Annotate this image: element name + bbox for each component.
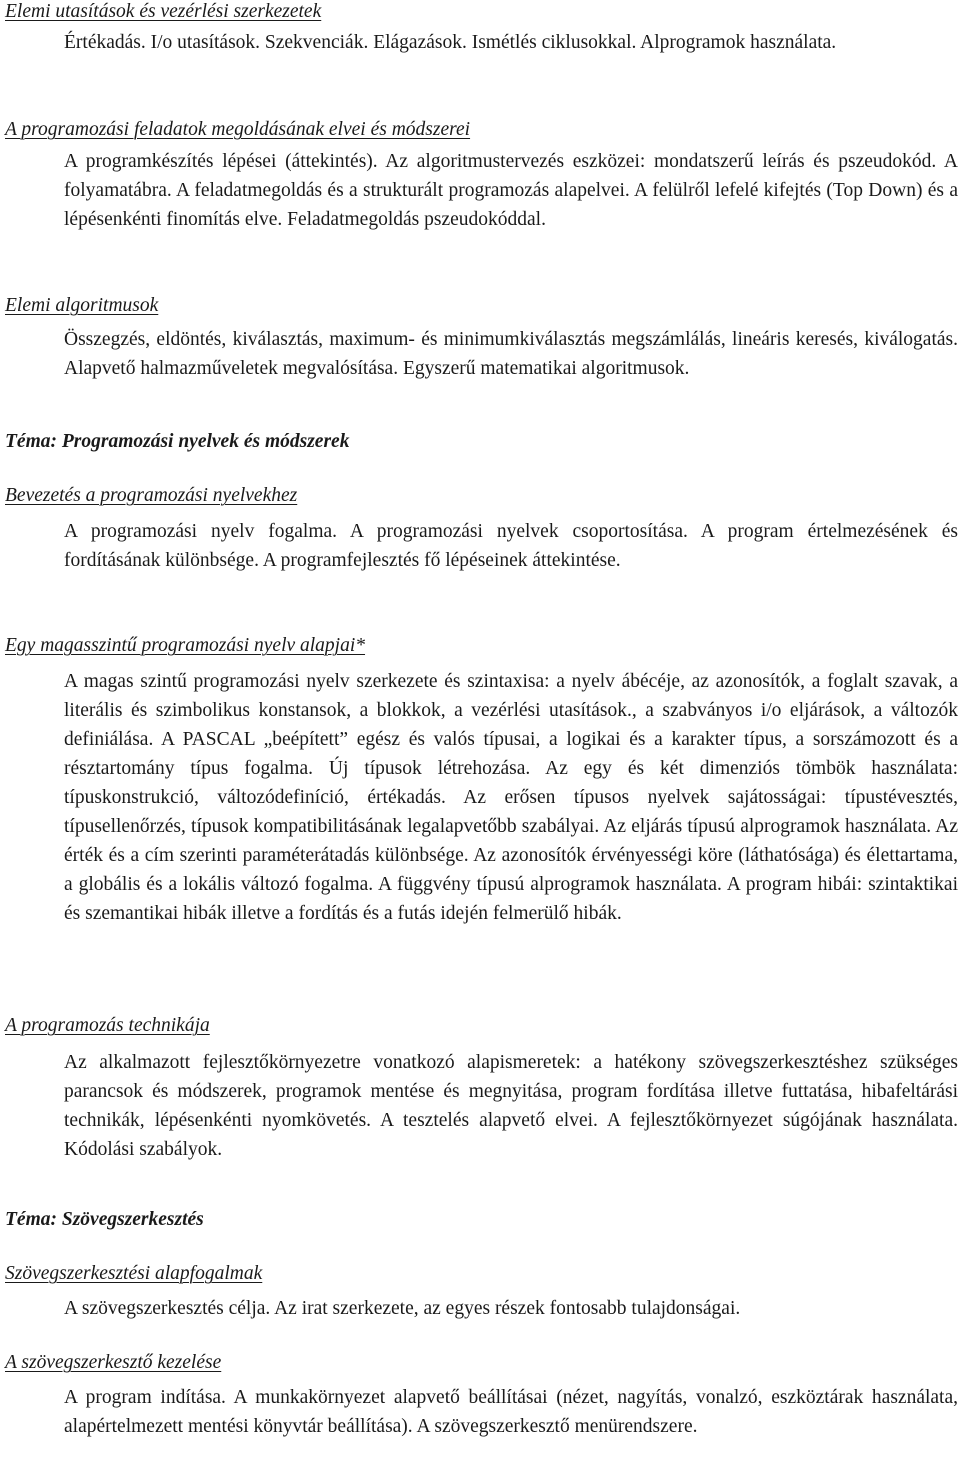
section-heading: A programozási feladatok megoldásának elvei és módszerei [5,119,471,140]
section-heading: A szövegszerkesztő kezelése [5,1352,222,1373]
section-paragraph: A programkészítés lépései (áttekintés). Az algoritmustervezés eszközei: mondatszerű leírás és pszeudokód. A folyamatábra. A feladatmegoldás és a strukturált programozás alapelvei. A felülről lefelé kifejtés (Top Down) és a lépésenkénti finomítás elve. Feladatmegoldás pszeudokóddal. [64,151,958,230]
section-heading: Egy magasszintű programozási nyelv alapjai* [5,635,366,656]
topic-szovegszerkesztes [5,1206,958,1234]
section-bevezetes [5,482,958,575]
section-szovegszerkesztesi-alapfogalmak [5,1260,958,1323]
section-heading: Elemi utasítások és vezérlési szerkezetek [5,1,322,22]
section-programozasi-feladatok [5,116,958,234]
section-elemi-utasitasok [5,0,958,57]
section-heading: Bevezetés a programozási nyelvekhez [5,485,298,506]
topic-heading: Téma: Programozási nyelvek és módszerek [5,431,350,452]
section-elemi-algoritmusok [5,292,958,383]
section-heading: Elemi algoritmusok [5,295,159,316]
section-paragraph: A magas szintű programozási nyelv szerkezete és szintaxisa: a nyelv ábécéje, az azonosítók, a foglalt szavak, a literális és szimbolikus konstansok, a blokkok, a vezérlési utasítások., a szabványos i/o eljárások, a változók definiálása. A PASCAL „beépített” egész és valós típusai, a logikai és a karakter típus, a sorszámozott és a résztartomány típus fogalma. Új típusok létrehozása. Az egy és két dimenziós tömbök használata: típuskonstrukció, változódefiníció, értékadás. Az erősen típusos nyelvek sajátosságai: típustévesztés, típusellenőrzés, típusok kompatibilitásának legalapvetőbb szabályai. Az eljárás típusú alprogramok használata. Az érték és a cím szerinti paraméterátadás különbsége. Az azonosítók érvényességi köre (láthatósága) és élettartama, a globális és a lokális változó fogalma. A függvény típusú alprogramok használata. A program hibái: szintaktikai és szemantikai hibák illetve a fordítás és a futás idején felmerülő hibák. [64,671,958,924]
topic-heading: Téma: Szövegszerkesztés [5,1209,204,1230]
section-paragraph: A programozási nyelv fogalma. A programozási nyelvek csoportosítása. A program értelmezésének és fordításának különbsége. A programfejlesztés fő lépéseinek áttekintése. [64,521,958,571]
section-paragraph: Összegzés, eldöntés, kiválasztás, maximum- és minimumkiválasztás megszámlálás, lineáris keresés, kiválogatás. Alapvető halmazműveletek megvalósítása. Egyszerű matematikai algoritmusok. [64,329,958,379]
topic-programozasi-nyelvek [5,428,958,456]
section-heading: A programozás technikája [5,1015,210,1036]
section-magasszintu-nyelv [5,632,958,928]
section-paragraph: A szövegszerkesztés célja. Az irat szerkezete, az egyes részek fontosabb tulajdonságai. [64,1298,741,1319]
section-heading: Szövegszerkesztési alapfogalmak [5,1263,263,1284]
section-paragraph: Az alkalmazott fejlesztőkörnyezetre vonatkozó alapismeretek: a hatékony szövegszerkesztéshez szükséges parancsok és módszerek, programok mentése és megnyitása, program fordítása illetve futtatása, hibafeltárási technikák, lépésenkénti nyomkövetés. A tesztelés alapvető elvei. A fejlesztőkörnyezet súgójának használata. Kódolási szabályok. [64,1052,958,1160]
section-paragraph: Értékadás. I/o utasítások. Szekvenciák. Elágazások. Ismétlés ciklusokkal. Alprogramok használata. [64,32,837,53]
section-szovegszerkeszto-kezelese [5,1349,958,1441]
section-programozas-technikaja [5,1012,958,1164]
section-paragraph: A program indítása. A munkakörnyezet alapvető beállításai (nézet, nagyítás, vonalzó, eszköztárak használata, alapértelmezett mentési könyvtár beállítása). A szövegszerkesztő menürendszere. [64,1387,958,1437]
